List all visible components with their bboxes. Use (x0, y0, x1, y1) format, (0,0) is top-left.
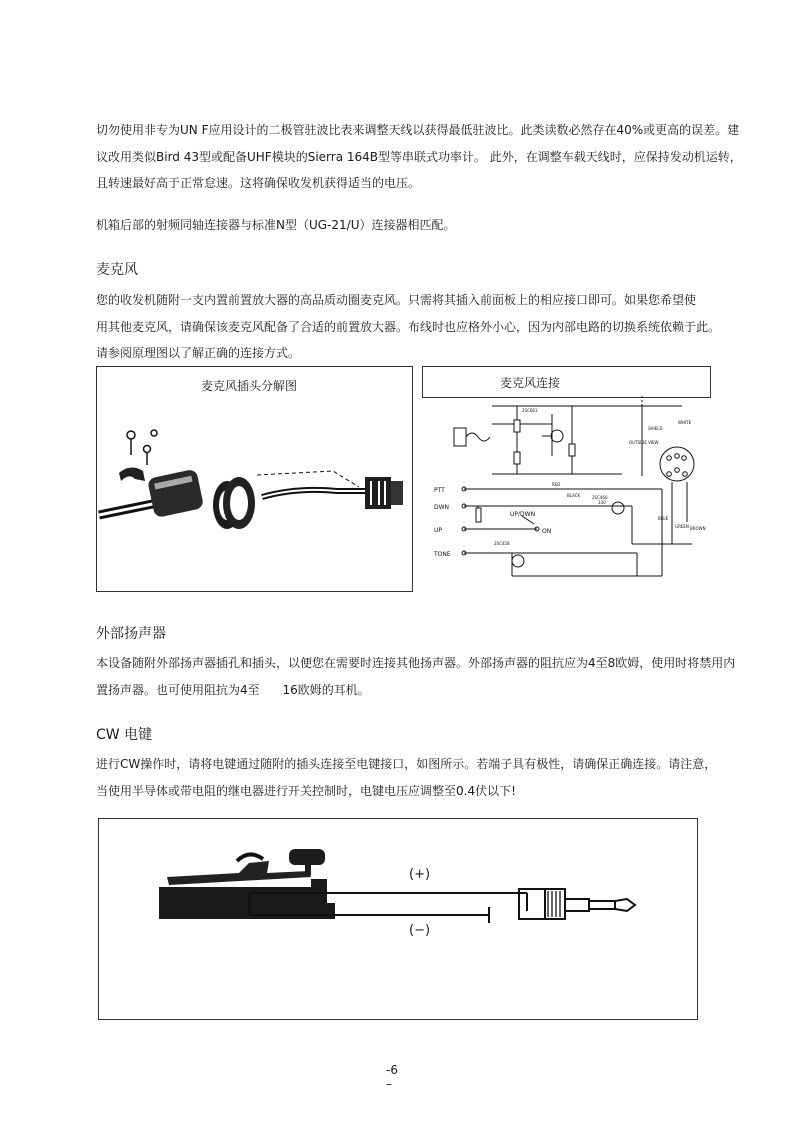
figure-title: 麦克风连接 (500, 376, 561, 390)
up-label: UP (434, 527, 443, 534)
page-number: -6 (386, 1063, 398, 1077)
brown-wire-label: BROWN (690, 526, 706, 531)
speaker-heading: 外部扬声器 (96, 626, 166, 642)
rf-connector-paragraph (96, 212, 716, 239)
mic-plug-exploded-figure (96, 366, 413, 592)
cw-key-plug-illustration (99, 819, 697, 1019)
cw-key-heading: CW 电键 (96, 727, 153, 743)
microphone-heading: 麦克风 (96, 262, 138, 278)
paragraph-line: 切勿使用非专为UN F应用设计的二极管驻波比表来调整天线以获得最低驻波比。此类读数必然存在40%或更高的误差。建 (96, 123, 740, 137)
speaker-paragraph (96, 650, 736, 703)
plus-label: (+) (409, 867, 431, 882)
mic-plug-exploded-illustration (97, 367, 412, 591)
cw-key-plug-figure (98, 818, 698, 1020)
paragraph-line: 议改用类似Bird 43型或配备UHF模块的Sierra 164B型等串联式功率计。 此外，在调整车载天线时，应保持发动机运转， (96, 149, 742, 164)
transistor-label: 2SC661 (522, 408, 538, 413)
transistor-label: 2SC458 (494, 541, 510, 546)
figure-title: 麦克风插头分解图 (201, 379, 298, 393)
white-wire-label: WHITE (678, 420, 692, 425)
swr-paragraph (96, 117, 742, 197)
green-wire-label: GREEN (675, 524, 689, 529)
transistor-label: 2SC460 (592, 495, 608, 500)
paragraph-line: 进行CW操作时，请将电键通过随附的插头连接至电键接口，如图所示。若端子具有极性，请确保正确连接。请注意， (96, 757, 717, 771)
shield-label: SHIELD (648, 426, 663, 431)
paragraph-line: 请参阅原理图以了解正确的连接方式。 (96, 346, 301, 360)
minus-label: (−) (409, 923, 431, 938)
paragraph-line: 您的收发机随附一支内置前置放大器的高品质动圈麦克风。只需将其插入前面板上的相应接口即可。如果您希望使 (96, 293, 697, 307)
cw-key-paragraph (96, 751, 716, 804)
red-wire-label: RED (552, 482, 561, 487)
updwn-label: UP/DWN (510, 511, 536, 518)
paragraph-line: 且转速最好高于正常怠速。这将确保收发机获得适当的电压。 (96, 176, 421, 190)
page-number-dash: – (386, 1077, 392, 1091)
paragraph-line: 用其他麦克风，请确保该麦克风配备了合适的前置放大器。布线时也应格外小心，因为内部电路的切换系统依赖于此。 (96, 319, 721, 334)
dwn-label: DWN (434, 504, 450, 511)
microphone-paragraph (96, 287, 721, 367)
ptt-label: PTT (434, 487, 445, 494)
mic-connection-schematic (422, 396, 712, 586)
on-label: ON (542, 528, 552, 535)
tone-label: TONE (434, 551, 451, 558)
outside-view-label: OUTSIDE VIEW (629, 440, 659, 445)
paragraph-line: 本设备随附外部扬声器插孔和插头，以便您在需要时连接其他扬声器。外部扬声器的阻抗应为4至8欧姆，使用时将禁用内 (96, 656, 736, 670)
black-wire-label: BLACK (567, 493, 581, 498)
paragraph-line: 置扬声器。也可使用阻抗为4至 16欧姆的耳机。 (96, 682, 370, 697)
mic-connection-title-box (422, 366, 711, 398)
paragraph-line: 机箱后部的射频同轴连接器与标准N型（UG-21/U）连接器相匹配。 (96, 218, 456, 232)
paragraph-line: 当使用半导体或带电阻的继电器进行开关控制时，电键电压应调整至0.4伏以下! (96, 783, 516, 798)
blue-wire-label: BLUE (658, 516, 669, 521)
resistor-label: 330 (598, 500, 606, 505)
